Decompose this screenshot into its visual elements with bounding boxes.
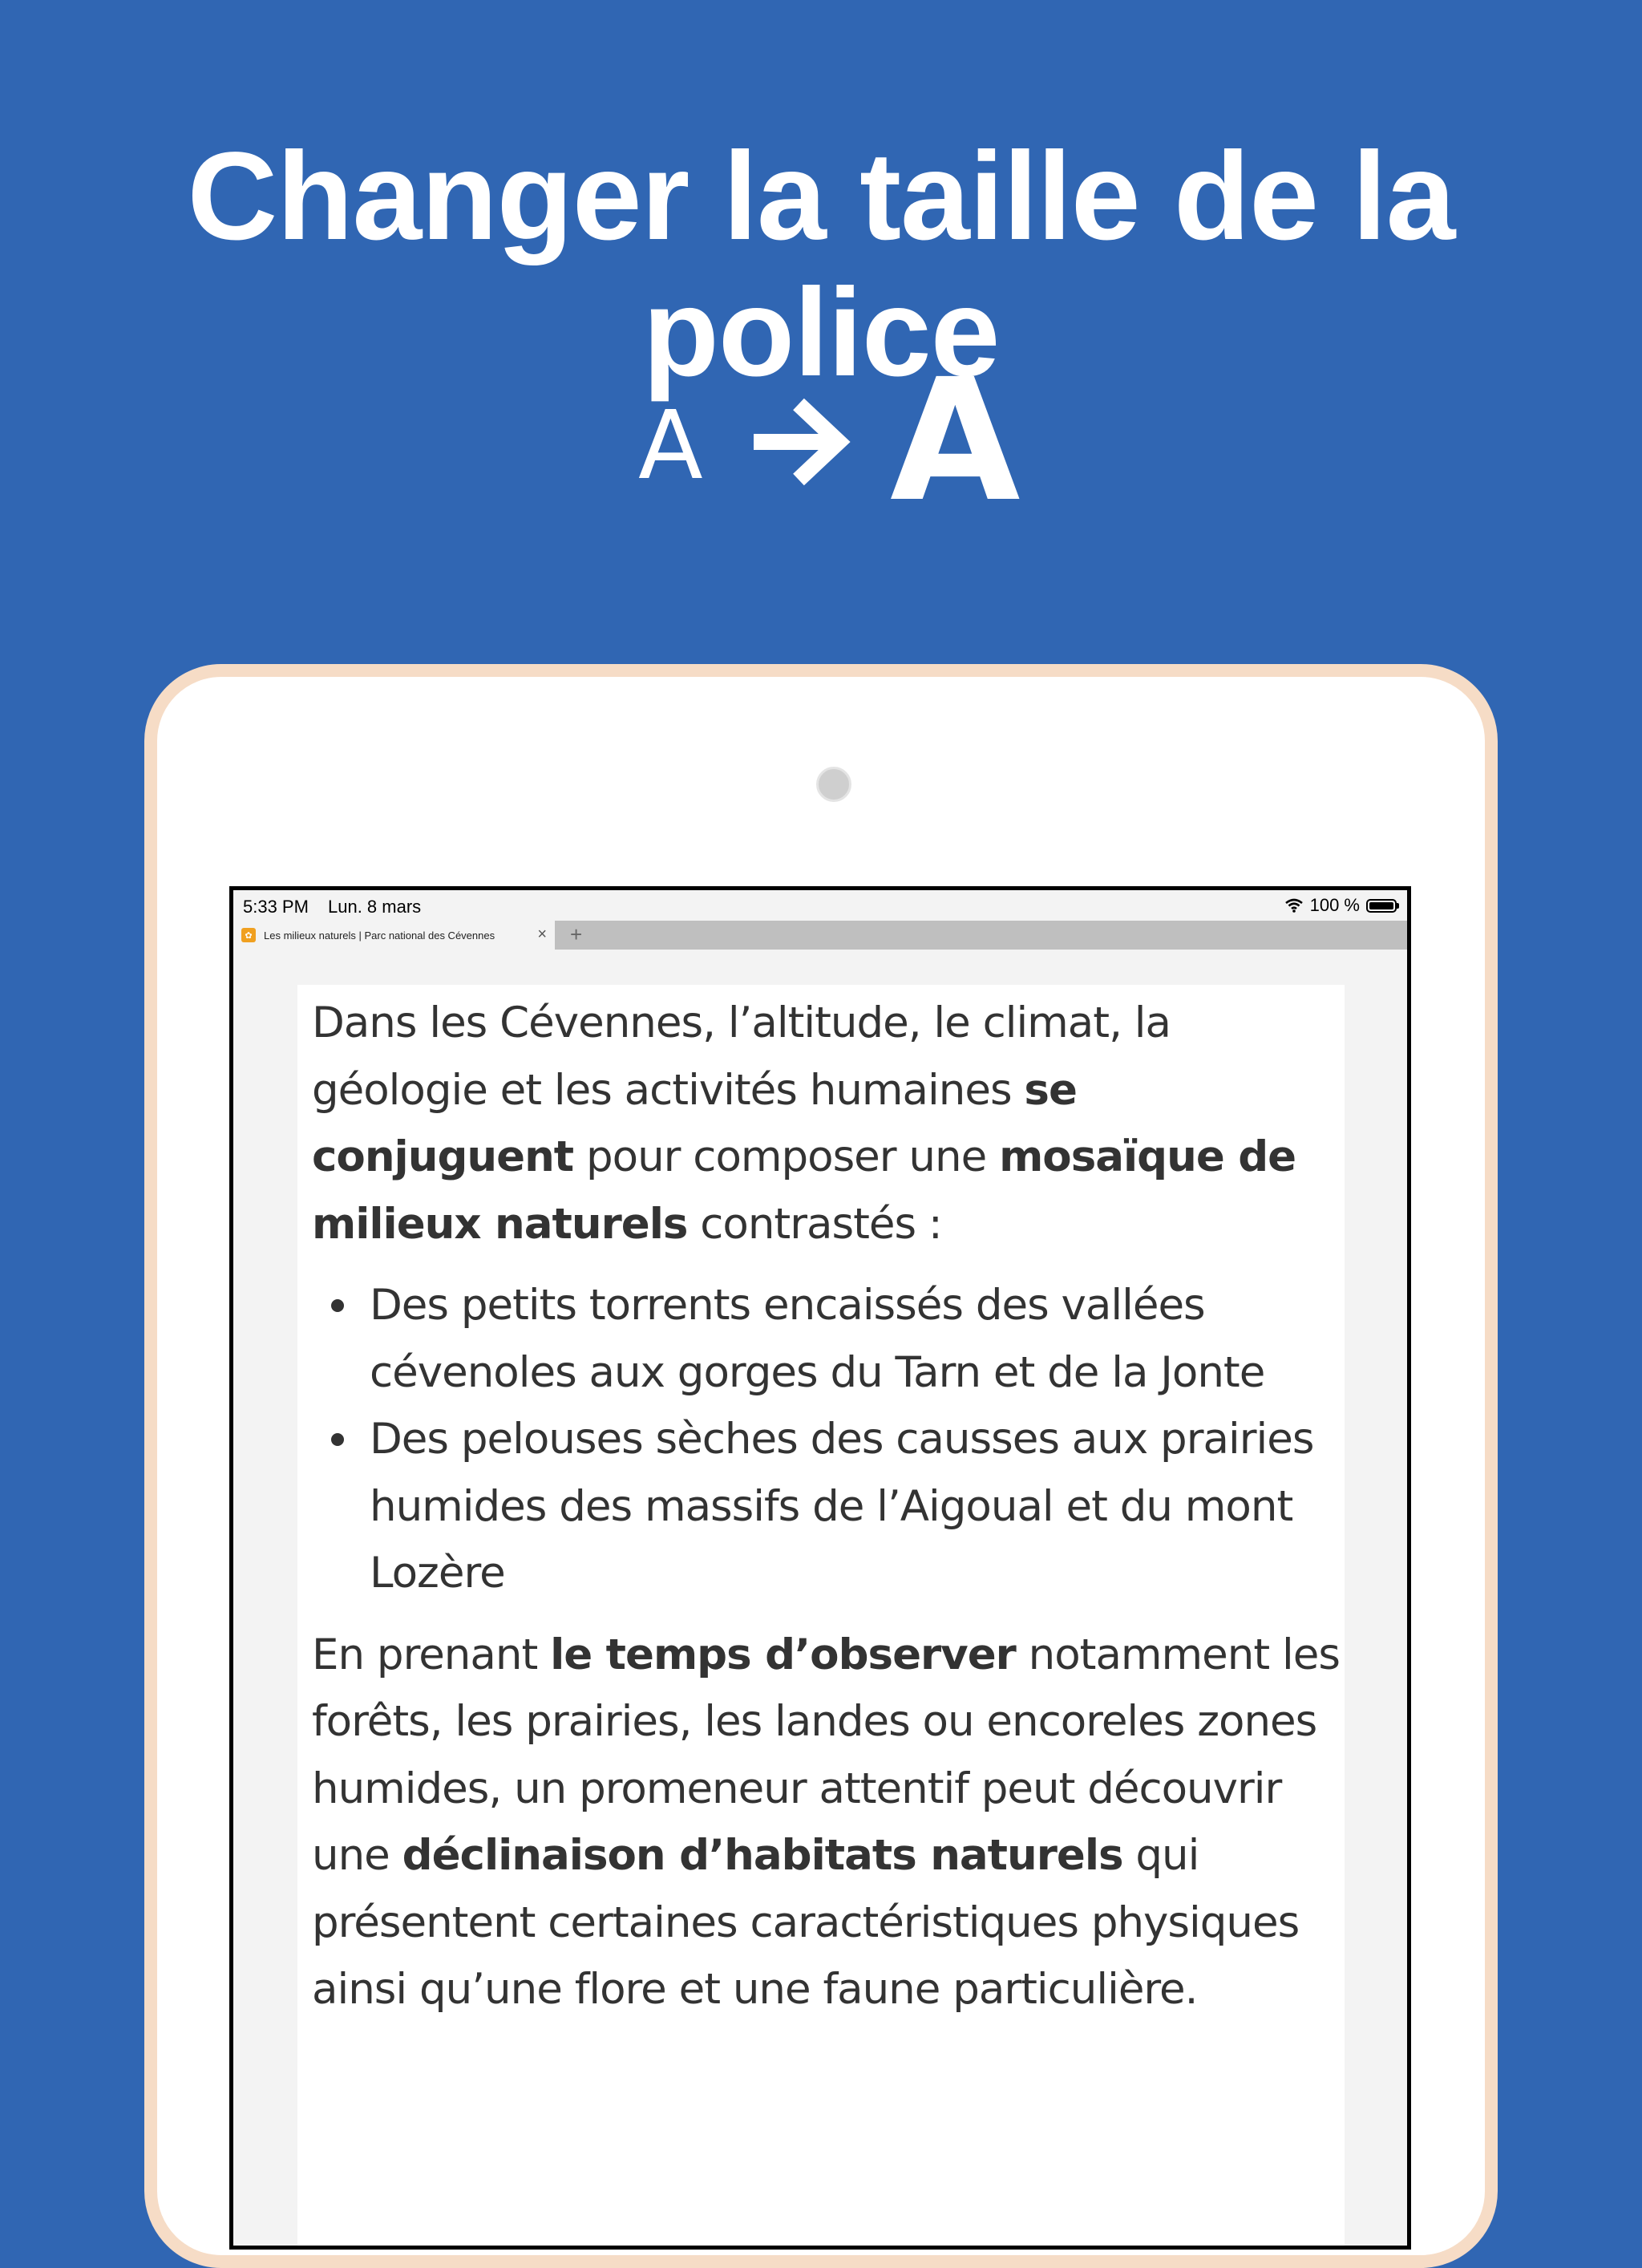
text-run: pour composer une bbox=[573, 1132, 1000, 1181]
tab-title: Les milieux naturels | Parc national des Cévennes bbox=[264, 929, 495, 942]
status-time: 5:33 PM bbox=[243, 897, 309, 917]
battery-percent: 100 % bbox=[1309, 895, 1360, 915]
small-letter: A bbox=[638, 390, 703, 500]
status-right bbox=[1284, 895, 1399, 916]
status-bar bbox=[233, 890, 1407, 921]
text-run: notamment les forêts, les prairies, les landes ou encoreles zones humides, un promeneur attentif peut découvrir une bbox=[312, 1630, 1340, 1880]
wifi-icon bbox=[1284, 898, 1304, 913]
battery-icon bbox=[1366, 899, 1399, 913]
list-item: Des petits torrents encaissés des vallées cévenoles aux gorges du Tarn et de la Jonte bbox=[370, 1272, 1346, 1406]
site-favicon-icon: ✿ bbox=[241, 928, 256, 942]
article-content bbox=[312, 990, 1346, 2023]
close-tab-icon[interactable]: × bbox=[537, 925, 547, 943]
bold-text: déclinaison d’habitats naturels bbox=[402, 1831, 1123, 1880]
tab-bar bbox=[233, 921, 1407, 950]
new-tab-button[interactable]: + bbox=[570, 922, 583, 946]
arrow-right-icon bbox=[749, 390, 853, 494]
page-margin bbox=[1345, 985, 1361, 2156]
text-run: Dans les Cévennes, l’altitude, le climat, la géologie et les activités humaines bbox=[312, 998, 1171, 1115]
tablet-screen bbox=[229, 886, 1411, 2250]
font-size-demo bbox=[0, 342, 1642, 539]
big-letter: A bbox=[890, 342, 1021, 539]
page-title: Changer la taille de la police bbox=[187, 127, 1455, 403]
article-list bbox=[312, 1272, 1346, 1607]
article-paragraph-observe bbox=[312, 1622, 1346, 2023]
bold-text: le temps d’observer bbox=[550, 1630, 1016, 1679]
text-run: En prenant bbox=[312, 1630, 551, 1679]
list-item: Des pelouses sèches des causses aux prairies humides des massifs de l’Aigoual et du mont Lozère bbox=[370, 1406, 1346, 1607]
status-date: Lun. 8 mars bbox=[328, 897, 422, 917]
camera-icon bbox=[816, 767, 851, 802]
text-run: qui présentent certaines caractéristiques physiques ainsi qu’une flore et une faune particulière. bbox=[312, 1831, 1300, 2014]
bold-text: mosaïque de milieux naturels bbox=[312, 1132, 1296, 1249]
tab-milieux-naturels[interactable] bbox=[233, 921, 555, 950]
bold-text: se conjuguent bbox=[312, 1065, 1077, 1181]
article-paragraph-intro bbox=[312, 990, 1346, 1258]
text-run: contrastés : bbox=[687, 1199, 942, 1249]
